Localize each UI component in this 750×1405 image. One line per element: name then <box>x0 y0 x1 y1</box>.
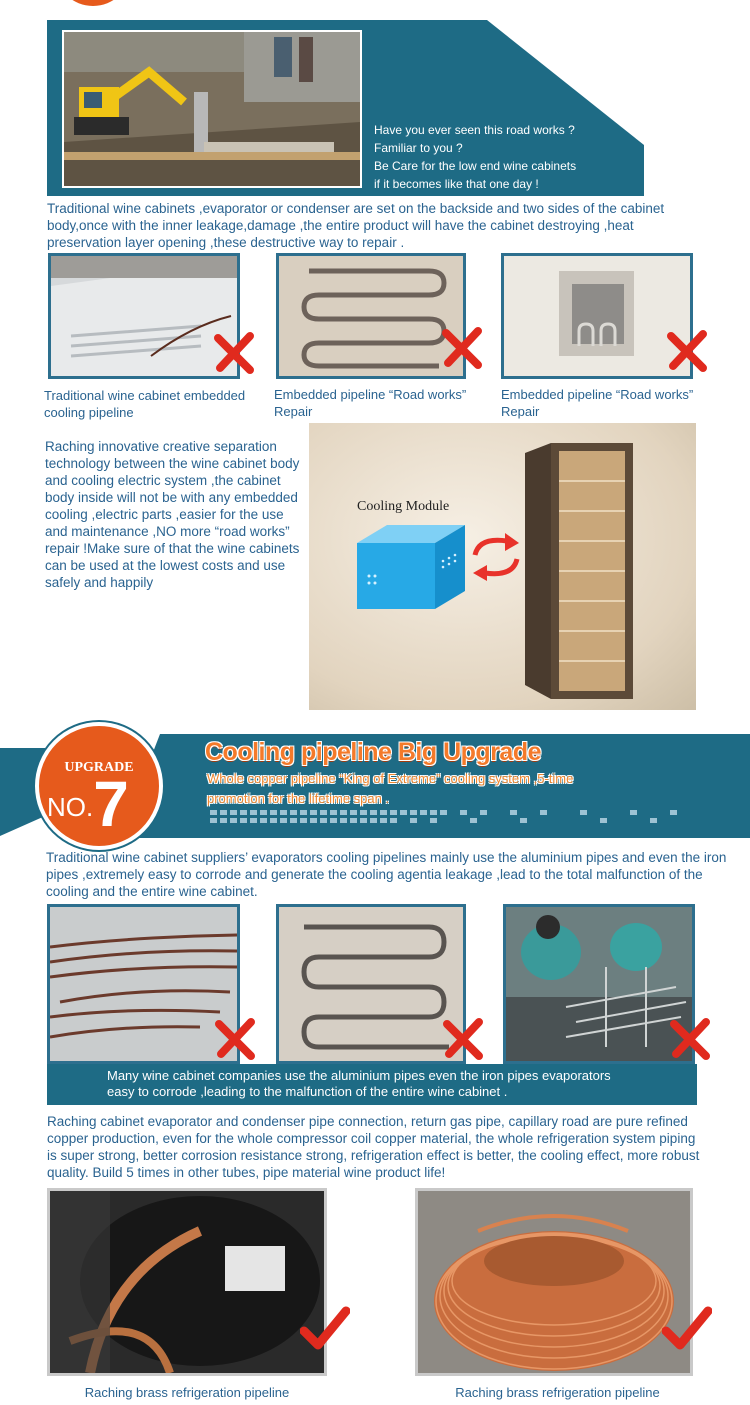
cooling-module-label: Cooling Module <box>357 499 450 514</box>
cross-icon <box>668 1016 712 1060</box>
check-icon <box>300 1305 350 1351</box>
upgrade-subtitle-line-2: promotion for the lifetime span . <box>207 791 390 806</box>
embedded-caption-2: Embedded pipeline “Road works” Repair <box>274 387 467 419</box>
swap-arrows-icon <box>467 531 525 583</box>
aluminium-pipe-photo-2 <box>276 904 466 1064</box>
upgrade-title: Cooling pipeline Big Upgrade <box>205 738 541 766</box>
cross-icon <box>440 325 484 369</box>
traditional-banner-line-1: Many wine cabinet companies use the aluminium pipes even the iron pipes evaporators <box>107 1068 611 1083</box>
check-icon <box>662 1305 712 1351</box>
upgrade-dot-pattern <box>210 810 690 826</box>
embedded-caption-1: Traditional wine cabinet embedded cooling pipeline <box>44 388 246 420</box>
upgrade-badge-top-text: UPGRADE <box>64 760 134 775</box>
compressor-photo <box>47 1188 327 1376</box>
raching-paragraph: Raching cabinet evaporator and condenser pipe connection, return gas pipe, capillary road are pure refined copper production, even for the whole compressor coil copper material, the whole refrigeration system piping is super strong, better corrosion resistance strong, refrigeration effect is better, the cooling effect, more robust quality. Build 5 times in other tubes, pipe material wine product life! <box>47 1114 700 1180</box>
traditional-banner-line-2: easy to corrode ,leading to the malfunction of the entire wine cabinet . <box>107 1084 508 1099</box>
upgrade-badge-prefix: NO. <box>47 792 94 822</box>
wine-cabinet-image <box>521 441 636 701</box>
aluminium-pipe-photo-1 <box>47 904 240 1064</box>
copper-coil-photo <box>415 1188 693 1376</box>
upgrade-subtitle-line-1: Whole copper pipeline “King of Extreme” cooling system ,5-time <box>207 771 574 786</box>
traditional-banner <box>47 1064 697 1105</box>
road-works-line-3: Be Care for the low end wine cabinets <box>374 159 577 173</box>
embedded-pipeline-photo-2 <box>276 253 466 379</box>
upgrade-badge <box>35 722 163 850</box>
road-works-line-2: Familiar to you ? <box>374 141 463 155</box>
raching-caption-1: Raching brass refrigeration pipeline <box>84 1385 290 1400</box>
factory-workers-photo <box>503 904 695 1064</box>
cross-icon <box>213 1016 257 1060</box>
road-works-line-4: if it becomes like that one day ! <box>374 177 539 191</box>
cross-icon <box>665 328 709 372</box>
upgrade-badge-number <box>47 768 129 840</box>
raching-caption-2: Raching brass refrigeration pipeline <box>455 1385 660 1400</box>
cooling-module-box <box>357 521 467 611</box>
road-works-line-1: Have you ever seen this road works ? <box>374 123 575 137</box>
upgrade-badge-digit: 7 <box>93 768 129 840</box>
cross-icon <box>441 1016 485 1060</box>
traditional-paragraph: Traditional wine cabinet suppliers’ evaporators cooling pipelines mainly use the aluminium pipes and even the iron pipes ,extremely easy to corrode and generate the cooling agentia leakage ,lead to the total malfunction of the cooling and the entire wine cabinet. <box>46 850 727 899</box>
separation-paragraph: Raching innovative creative separation technology between the wine cabinet body and cooling electric system ,the cabinet body inside will not be with any embedded cooling ,electric parts ,easier for the use and maintenance ,NO more “road works” repair !Make sure of that the wine cabinets can be used at the lowest costs and use safely and happily <box>45 439 300 590</box>
embedded-caption-3: Embedded pipeline “Road works” Repair <box>501 387 694 419</box>
road-works-photo <box>62 30 362 188</box>
road-works-text <box>374 121 639 193</box>
cooling-module-illustration <box>309 423 696 710</box>
excavator-scene-image <box>64 32 360 186</box>
cross-icon <box>212 330 256 374</box>
intro-paragraph: Traditional wine cabinets ,evaporator or condenser are set on the backside and two sides of the cabinet body,once with the inner leakage,damage ,the entire product will have the cabinet destroying ,heat preservation layer opening ,these destructive way to repair . <box>47 201 665 250</box>
top-badge-fragment <box>55 0 131 6</box>
